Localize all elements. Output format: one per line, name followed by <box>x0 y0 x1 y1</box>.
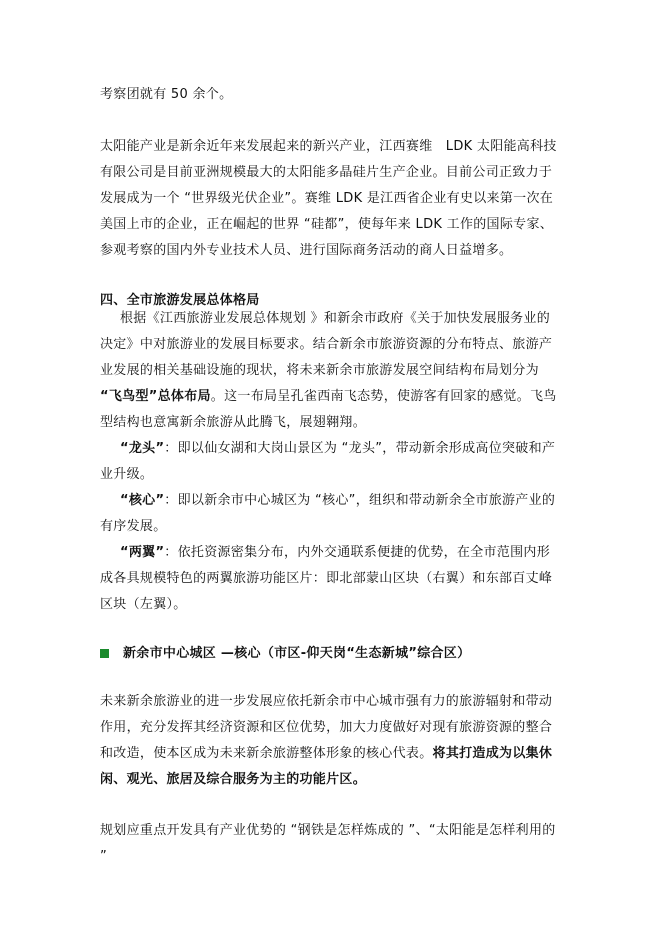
paragraph-text: 。这一布局呈孔雀西南飞态势，使游客有回家的感觉。飞鸟型结构也意寓新余旅游从此腾飞，展翅翱翔。 <box>100 389 557 430</box>
paragraph-development-focus <box>100 818 562 870</box>
paragraph-text: 太阳能产业是新余近年来发展起来的新兴产业，江西赛维 LDK 太阳能高科技有限公司是目前亚洲规模最大的太阳能多晶硅片生产企业。目前公司正致力于发展成为一个 “世界级光伏企业”。赛维 LDK 是江西省企业有史以来第一次在美国上市的企业，正在崛起的世界 “硅都”，使每年来 LDK 工作的国际专家、参观考察的国内外专业技术人员、进行国际商务活动的商人日益增多。 <box>100 139 557 258</box>
term-label: “两翼” <box>120 545 165 560</box>
square-bullet-icon <box>100 649 109 658</box>
paragraph-text: 根据《江西旅游业发展总体规划 》和新余市政府《关于加快发展服务业的决定》中对旅游业的发展目标要求。结合新余市旅游资源的分布特点、旅游产业发展的相关基础设施的现状，将未来新余市旅游发展空间结构布局划分为 <box>100 311 553 378</box>
paragraph-solar-industry <box>100 134 562 264</box>
paragraph-text: ：依托资源密集分布，内外交通联系便捷的优势，在全市范围内形成各具规模特色的两翼旅游功能区片：即北部蒙山区块（右翼）和东部百丈峰区块（左翼）。 <box>100 545 553 612</box>
paragraph-text: ：即以新余市中心城区为 “核心”，组织和带动新余全市旅游产业的有序发展。 <box>100 493 556 534</box>
paragraph-liangyi <box>100 540 562 618</box>
paragraph-longtou <box>100 436 562 488</box>
paragraph-layout-plan <box>100 306 562 436</box>
section-subheading <box>100 641 562 667</box>
heading-text: 四、全市旅游发展总体格局 <box>100 293 260 308</box>
paragraph-hexin <box>100 488 562 540</box>
term-label: “核心” <box>120 493 165 508</box>
paragraph-bold-text: “飞鸟型”总体布局 <box>100 389 211 404</box>
paragraph-text: 未来新余旅游业的进一步发展应依托新余市中心城市强有力的旅游辐射和带动作用，充分发挥其经济资源和区位优势，加大力度做好对现有旅游资源的整合和改造，使本区成为未来新余旅游整体形象的核心代表。 <box>100 694 553 761</box>
paragraph-center-district <box>100 689 562 793</box>
paragraph-text: 规划应重点开发具有产业优势的 “钢铁是怎样炼成的 ”、“太阳能是怎样利用的 ” <box>100 823 556 864</box>
paragraph-bold-text: 将其打造成为以集休闲、观光、旅居及综合服务为主的功能片区。 <box>100 746 553 787</box>
paragraph-intro-tail <box>100 82 562 108</box>
paragraph-text: 考察团就有 50 余个。 <box>100 87 233 102</box>
term-label: “龙头” <box>120 441 165 456</box>
subheading-text: 新余市中心城区 —核心（市区-仰天岗“生态新城”综合区） <box>123 646 471 661</box>
paragraph-text: ：即以仙女湖和大岗山景区为 “龙头”，带动新余形成高位突破和产业升级。 <box>100 441 556 482</box>
